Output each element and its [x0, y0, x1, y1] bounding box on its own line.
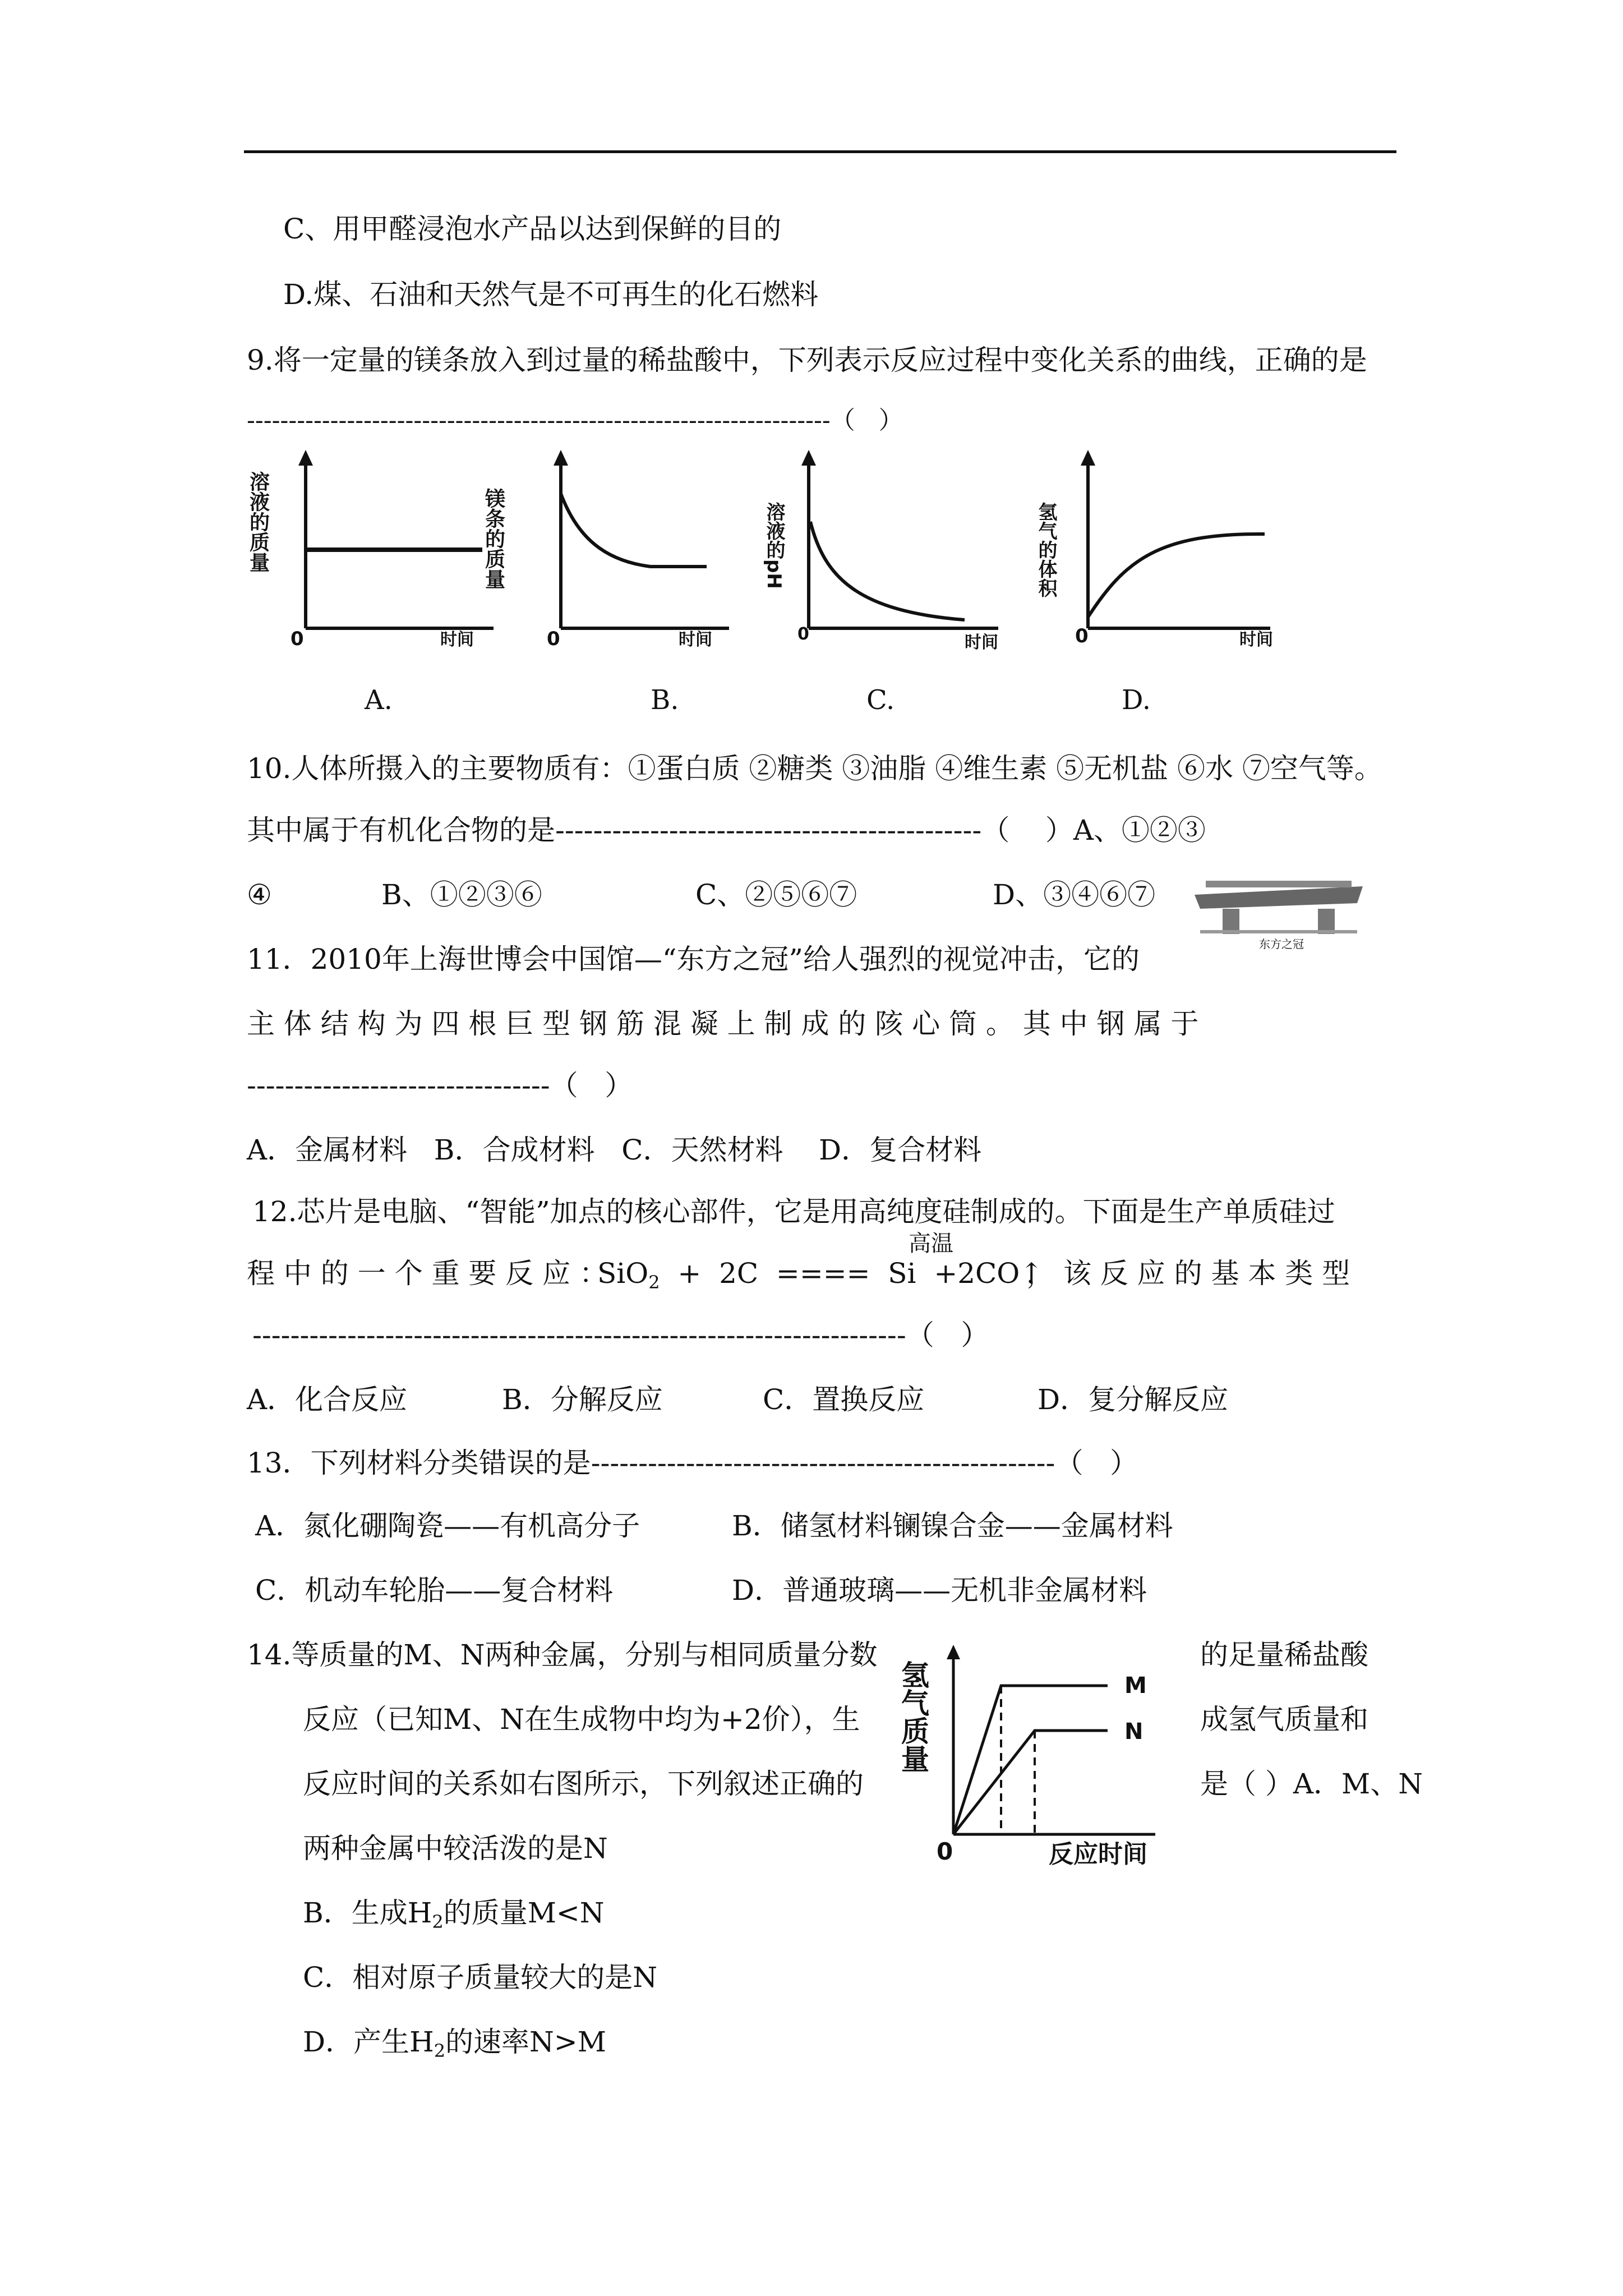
q11-options: A．金属材料 B．合成材料 C．天然材料 D．复合材料 [247, 1134, 982, 1166]
q14-label-n: N [1124, 1719, 1144, 1745]
q14-line2b: 成氢气质量和 [1200, 1703, 1368, 1736]
q12-option-b: B．分解反应 [502, 1383, 663, 1416]
q8-option-c: C、用甲醛浸泡水产品以达到保鲜的目的 [283, 213, 782, 245]
q9-option-d: D. [1122, 684, 1151, 716]
q9-option-b: B. [651, 684, 679, 716]
q12-option-a: A．化合反应 [247, 1383, 408, 1416]
graph-d-curve [1088, 534, 1265, 617]
graph-a-ylabel: 溶液的质量 [246, 471, 270, 572]
q8-option-d: D.煤、石油和天然气是不可再生的化石燃料 [283, 278, 819, 311]
q14-line3a: 反应时间的关系如右图所示，下列叙述正确的 [303, 1768, 864, 1800]
q14-option-d: D．产生$H_2$的速率N>M [303, 2026, 606, 2062]
q10-option-b: B、①②③⑥ [381, 878, 542, 911]
china-pavilion-photo [1189, 864, 1368, 954]
q10-line2: 其中属于有机化合物的是---------------------------------------------（ ）A、①②③ [247, 814, 1206, 846]
q12-condition: 高温 [909, 1231, 953, 1257]
q14-curve-m [953, 1686, 1108, 1834]
q14-option-b: B．生成$H_2$的质量M<N [303, 1897, 605, 1932]
q13-option-c: C．机动车轮胎——复合材料 [255, 1574, 614, 1607]
q12-line2-left: 程 中 的 一 个 重 要 反 应 ： [247, 1257, 608, 1290]
q14-line1a: 14.等质量的M、N两种金属，分别与相同质量分数 [247, 1639, 878, 1671]
svg-text:0: 0 [937, 1838, 953, 1865]
q10-line1: 10.人体所摄入的主要物质有：①蛋白质 ②糖类 ③油脂 ④维生素 ⑤无机盐 ⑥水 ⑦空气等。 [247, 752, 1382, 785]
graph-b-curve [561, 494, 707, 567]
svg-text:氢气的体积: 氢气的体积 [1035, 502, 1057, 597]
q9-graph-d [1035, 449, 1293, 651]
q10-line3a: ④ [247, 878, 272, 911]
q11-line1: 11．2010年上海世博会中国馆—“东方之冠”给人强烈的视觉冲击，它的 [247, 943, 1140, 976]
q12-option-c: C．置换反应 [763, 1383, 925, 1416]
svg-text:东方之冠: 东方之冠 [1259, 937, 1304, 951]
graph-c-curve [810, 522, 965, 620]
svg-text:0: 0 [797, 624, 809, 644]
q14-graph-xlabel: 反应时间 [1049, 1840, 1147, 1869]
q12-equation: SiO$_2$ + 2C ==== Si +2CO↑ [597, 1257, 1044, 1293]
svg-text:时间: 时间 [965, 633, 998, 652]
q13-option-d: D．普通玻璃——无机非金属材料 [732, 1574, 1147, 1607]
q11-line3: --------------------------------（ ） [247, 1069, 633, 1102]
q14-option-c: C．相对原子质量较大的是N [303, 1961, 658, 1994]
q13-stem: 13．下列材料分类错误的是-------------------------------------------------（ ） [247, 1447, 1138, 1479]
svg-text:时间: 时间 [1239, 630, 1273, 650]
q14-line1b: 的足量稀盐酸 [1200, 1639, 1368, 1671]
q12-option-d: D．复分解反应 [1038, 1383, 1229, 1416]
q12-line1: 12.芯片是电脑、“智能”加点的核心部件，它是用高纯度硅制成的。下面是生产单质硅过 [252, 1195, 1335, 1228]
svg-text:镁条的质量: 镁条的质量 [482, 488, 505, 589]
q9-graph-b [482, 449, 740, 651]
svg-text:时间: 时间 [679, 630, 712, 650]
q11-line2: 主 体 结 构 为 四 根 巨 型 钢 筋 混 凝 上 制 成 的 陔 心 筒 。 其 中 钢 属 于 [247, 1007, 1199, 1040]
q14-graph-ylabel: 氢气质量 [897, 1660, 929, 1773]
q14-line2a: 反应（已知M、N在生成物中均为+2价），生 [303, 1703, 860, 1736]
q13-option-a: A．氮化硼陶瓷——有机高分子 [255, 1510, 640, 1542]
q10-option-c: C、②⑤⑥⑦ [695, 878, 857, 911]
q14-label-m: M [1124, 1673, 1147, 1699]
q9-option-a: A. [365, 684, 393, 716]
q9-graph-a [247, 449, 505, 651]
q9-stem: 9.将一定量的镁条放入到过量的稀盐酸中，下列表示反应过程中变化关系的曲线，正确的是 [247, 344, 1367, 376]
q13-option-b: B．储氢材料镧镍合金——金属材料 [732, 1510, 1173, 1542]
svg-text:时间: 时间 [440, 630, 474, 650]
q9-option-c: C. [866, 684, 895, 716]
q12-line2-right: ， 该 反 应 的 基 本 类 型 [1026, 1257, 1350, 1290]
q9-dashes: ----------------------------------------------------------------------（ ） [247, 406, 903, 435]
svg-text:0: 0 [547, 628, 560, 650]
q14-line4: 两种金属中较活泼的是N [303, 1832, 608, 1865]
q14-line3b: 是（ ）A．M、N [1200, 1768, 1423, 1800]
q14-graph [897, 1644, 1172, 1869]
svg-text:0: 0 [1075, 625, 1089, 647]
q10-option-d: D、③④⑥⑦ [993, 878, 1156, 911]
q12-line3: ---------------------------------------------------------------------（ ） [252, 1319, 989, 1351]
q14-curve-n [953, 1731, 1108, 1834]
q9-graph-c [763, 449, 1021, 651]
svg-text:0: 0 [291, 628, 304, 650]
header-rule [244, 150, 1396, 153]
svg-text:溶液的pH: 溶液的pH [763, 502, 785, 589]
